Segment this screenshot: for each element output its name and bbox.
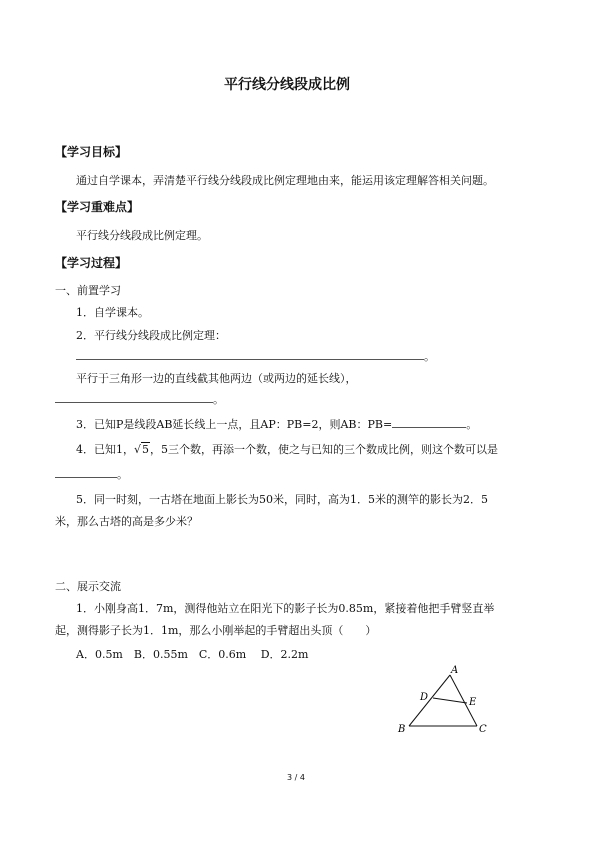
label-e: E <box>469 697 477 708</box>
q4-blank[interactable] <box>55 468 117 478</box>
theorem-blank[interactable] <box>76 350 424 360</box>
part1-q4-b: ，5三个数，再添一个数，使之与已知的三个数成比例，则这个数可以是 <box>150 443 499 456</box>
goal-heading: 【学习目标】 <box>55 145 128 159</box>
q3-end: 。 <box>466 418 478 431</box>
triangle-figure <box>390 662 500 742</box>
part1-q1: 1．自学课本。 <box>76 306 149 319</box>
theorem-blank-row <box>55 393 224 405</box>
q4-end: 。 <box>117 468 128 481</box>
part1-q3: 3．已知P是线段AB延长线上一点，且AP：PB=2，则AB：PB= <box>76 418 393 431</box>
theorem-answer-blank[interactable] <box>55 393 213 403</box>
theorem-line: 平行于三角形一边的直线截其他两边（或两边的延长线）， <box>76 372 357 385</box>
process-heading: 【学习过程】 <box>55 256 128 270</box>
part1-q4-a: 4．已知1， <box>76 443 134 456</box>
part1-q5-line2: 米，那么古塔的高是多少米？ <box>55 515 198 528</box>
part1-label: 一、前置学习 <box>55 284 121 297</box>
page-number: 3 / 4 <box>287 773 305 782</box>
part1-q4-blank-row <box>55 468 128 480</box>
part2-label: 二、展示交流 <box>55 580 121 593</box>
goal-text: 通过自学课本，弄清楚平行线分线段成比例定理地由来，能运用该定理解答相关问题。 <box>76 174 494 187</box>
key-text: 平行线分线段成比例定理。 <box>76 229 208 242</box>
label-d: D <box>420 692 429 703</box>
sqrt-five: √5 <box>134 443 150 456</box>
label-c: C <box>479 724 487 735</box>
part2-options: A．0.5m B．0.55m C．0.6m D．2.2m <box>76 648 309 661</box>
part1-q2: 2．平行线分线段成比例定理： <box>76 329 226 342</box>
theorem-end: 。 <box>213 393 224 406</box>
q3-blank[interactable] <box>392 418 466 428</box>
q2-end: 。 <box>424 350 435 363</box>
part2-q1-line1: 1．小刚身高1．7m，测得他站立在阳光下的影子长为0.85m，紧接着他把手臂竖直举 <box>76 602 495 615</box>
part1-q3-row <box>76 418 477 430</box>
label-b: B <box>398 724 406 735</box>
side-ab <box>409 675 450 726</box>
page-title: 平行线分线段成比例 <box>224 77 350 93</box>
part1-q4-row <box>76 444 498 455</box>
part2-q1-line2: 起，测得影子长为1．1m，那么小刚举起的手臂超出头顶（ ） <box>55 624 377 637</box>
segment-de <box>433 698 467 703</box>
label-a: A <box>451 665 459 676</box>
key-heading: 【学习重难点】 <box>55 200 140 214</box>
part1-q2-blank-row <box>76 350 435 362</box>
part1-q5-line1: 5．同一时刻，一古塔在地面上影长为50米，同时，高为1．5米的测竿的影长为2．5 <box>76 493 488 506</box>
